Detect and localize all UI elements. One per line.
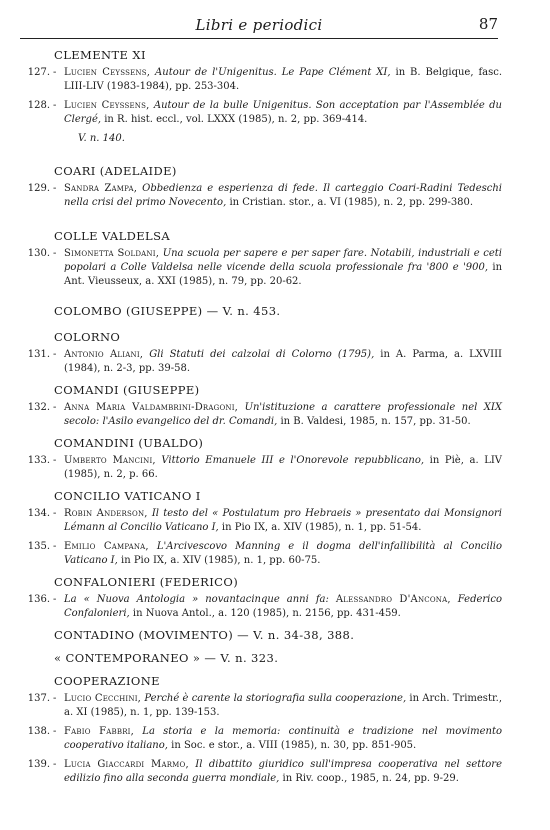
section-heading: COLLE VALDELSA: [54, 229, 171, 243]
entry-title: L'Arcivescovo Manning e il dogma dell'infallibilità al Concilio Vaticano I,: [64, 541, 502, 566]
entry-text: [64, 401, 502, 429]
entry-author: Simonetta Soldani,: [64, 248, 160, 259]
entry-author: Anna Maria Valdambrini-Dragoni,: [64, 402, 239, 413]
entry-number: 131.: [27, 349, 50, 360]
entry-publication: in B. Belgique, fasc. LIII-LIV (1983-1984), pp. 253-304.: [64, 67, 503, 92]
section-heading: COLORNO: [54, 330, 121, 344]
entry-author: Fabio Fabbri,: [64, 726, 135, 737]
entry-publication: in Pio IX, a. XIV (1985), n. 1, pp. 51-54.: [221, 522, 422, 533]
entry-dash: -: [53, 183, 57, 194]
entry-title: Autour de l'Unigenitus. Le Pape Clément XI,: [155, 67, 391, 78]
entry-publication: in A. Parma, a. LXVIII (1984), n. 2-3, pp. 39-58.: [64, 349, 502, 374]
section-heading: CONFALONIERI (FEDERICO): [54, 575, 239, 589]
entry-author: Umberto Mancini,: [64, 455, 156, 466]
entry-number: 129.: [27, 183, 50, 194]
bibliography-entry: [22, 348, 502, 376]
entry-number: 128.: [27, 100, 50, 111]
entry-publication: in Riv. coop., 1985, n. 24, pp. 9-29.: [282, 773, 459, 784]
entry-title: Gli Statuti dei calzolai di Colorno (1795),: [149, 349, 375, 360]
section-heading: COOPERAZIONE: [54, 674, 160, 688]
entry-text: [64, 540, 502, 568]
entry-publication: in Cristian. stor., a. VI (1985), n. 2, pp. 299-380.: [229, 197, 474, 208]
entry-publication: in R. hist. eccl., vol. LXXX (1985), n. 2, pp. 369-414.: [104, 114, 368, 125]
entry-title: Perché è carente la storiografia sulla cooperazione,: [144, 693, 407, 704]
entry-number: 137.: [27, 693, 50, 704]
entry-text: [64, 758, 502, 786]
entry-text: [64, 725, 502, 753]
bibliography-entry: [22, 725, 502, 753]
page-number: 87: [478, 15, 498, 33]
running-header: [20, 10, 498, 39]
entry-text: [64, 99, 502, 127]
entry-text: [64, 66, 502, 94]
entry-dash: -: [53, 248, 57, 259]
entry-number: 136.: [27, 594, 50, 605]
entry-title: Una scuola per sapere e per saper fare. Notabili, industriali e ceti popolari a Colle Valdelsa nelle vicende della scuola professionale fra '800 e '900,: [64, 248, 502, 273]
entry-text: [64, 593, 502, 621]
entry-number: 127.: [27, 67, 50, 78]
entry-dash: -: [53, 541, 57, 552]
section-heading: « CONTEMPORANEO » — V. n. 323.: [54, 651, 279, 665]
entry-dash: -: [53, 100, 57, 111]
entry-text: [64, 348, 502, 376]
entry-title: Il testo del « Postulatum pro Hebraeis » presentato dai Monsignori Lémann al Concilio Vaticano I,: [64, 508, 502, 533]
entry-dash: -: [53, 594, 57, 605]
entry-publication: in B. Valdesi, 1985, n. 157, pp. 31-50.: [280, 416, 471, 427]
bibliography-entry: [22, 692, 502, 720]
entry-title: La storia e la memoria: continuità e tradizione nel movimento cooperativo italiano,: [64, 726, 502, 751]
bibliography-entry: [22, 99, 502, 127]
entry-number: 132.: [27, 402, 50, 413]
entry-title: Autour de la bulle Unigenitus. Son acceptation par l'Assemblée du Clergé,: [64, 100, 502, 125]
bibliography-entry: [22, 540, 502, 568]
entry-dash: -: [53, 67, 57, 78]
entry-publication: in Pio IX, a. XIV (1985), n. 1, pp. 60-75.: [121, 555, 321, 566]
running-title: Libri e periodici: [195, 16, 323, 34]
entry-author: Lucien Ceyssens,: [64, 100, 150, 111]
entry-text: [64, 507, 502, 535]
bibliography-entry: [22, 247, 502, 289]
section-heading: CONTADINO (MOVIMENTO) — V. n. 34-38, 388.: [54, 628, 355, 642]
entry-number: 138.: [27, 726, 50, 737]
section-heading: COMANDI (GIUSEPPE): [54, 383, 200, 397]
entry-title: Un'istituzione a carattere professionale nel XIX secolo: l'Asilo evangelico del dr. Comandi,: [64, 402, 502, 427]
section-heading: CONCILIO VATICANO I: [54, 489, 201, 503]
entry-author: Lucio Cecchini,: [64, 693, 142, 704]
section-heading: COARI (ADELAIDE): [54, 164, 177, 178]
entry-dash: -: [53, 508, 57, 519]
entry-number: 139.: [27, 759, 50, 770]
bibliography-entry: [22, 182, 502, 210]
entry-author: Emilio Campana,: [64, 541, 149, 552]
entry-dash: -: [53, 402, 57, 413]
bibliography-entry: [22, 66, 502, 94]
bibliography-entry: [22, 401, 502, 429]
entry-title: Federico Confalonieri,: [64, 594, 502, 619]
entry-number: 134.: [27, 508, 50, 519]
entry-dash: -: [53, 726, 57, 737]
entry-text: [64, 692, 502, 720]
entry-publication: in Piè, a. LIV (1985), n. 2, p. 66.: [64, 455, 503, 480]
entry-dash: -: [53, 693, 57, 704]
entry-author: Antonio Aliani,: [64, 349, 144, 360]
entry-dash: -: [53, 759, 57, 770]
entry-number: 135.: [27, 541, 50, 552]
entry-dash: -: [53, 349, 57, 360]
entry-author: Sandra Zampa,: [64, 183, 138, 194]
entry-title: La « Nuova Antologia » novantacinque anni fa:: [64, 594, 329, 605]
entry-dash: -: [53, 455, 57, 466]
entry-text: [64, 247, 502, 289]
entry-author: Robin Anderson,: [64, 508, 148, 519]
entry-author: Lucien Ceyssens,: [64, 67, 151, 78]
entry-text: [64, 454, 502, 482]
entry-publication: in Ant. Vieusseux, a. XXI (1985), n. 79, pp. 20-62.: [64, 262, 503, 287]
entry-author: Alessandro D'Ancona,: [335, 594, 451, 605]
entry-text: [64, 182, 502, 210]
entry-title: Obbedienza e esperienza di fede. Il carteggio Coari-Radini Tedeschi nella crisi del primo Novecento,: [64, 183, 502, 208]
cross-reference: V. n. 140.: [78, 133, 125, 144]
bibliography-entry: [22, 454, 502, 482]
bibliography-entry: [22, 593, 502, 621]
entry-number: 130.: [27, 248, 50, 259]
bibliography-entry: [22, 507, 502, 535]
entry-number: 133.: [27, 455, 50, 466]
entry-title: Vittorio Emanuele III e l'Onorevole repubblicano,: [161, 455, 425, 466]
section-heading: COMANDINI (UBALDO): [54, 436, 204, 450]
bibliography-entry: [22, 758, 502, 786]
section-heading: COLOMBO (GIUSEPPE) — V. n. 453.: [54, 304, 281, 318]
section-heading: CLEMENTE XI: [54, 48, 146, 62]
entry-publication: in Soc. e stor., a. VIII (1985), n. 30, pp. 851-905.: [171, 740, 417, 751]
entry-publication: in Nuova Antol., a. 120 (1985), n. 2156, pp. 431-459.: [132, 608, 401, 619]
entry-author: Lucia Giaccardi Marmo,: [64, 759, 189, 770]
entry-publication: in Arch. Trimestr., a. XI (1985), n. 1, pp. 139-153.: [64, 693, 502, 718]
entry-title: Il dibattito giuridico sull'impresa cooperativa nel settore edilizio fino alla seconda guerra mondiale,: [64, 759, 502, 784]
